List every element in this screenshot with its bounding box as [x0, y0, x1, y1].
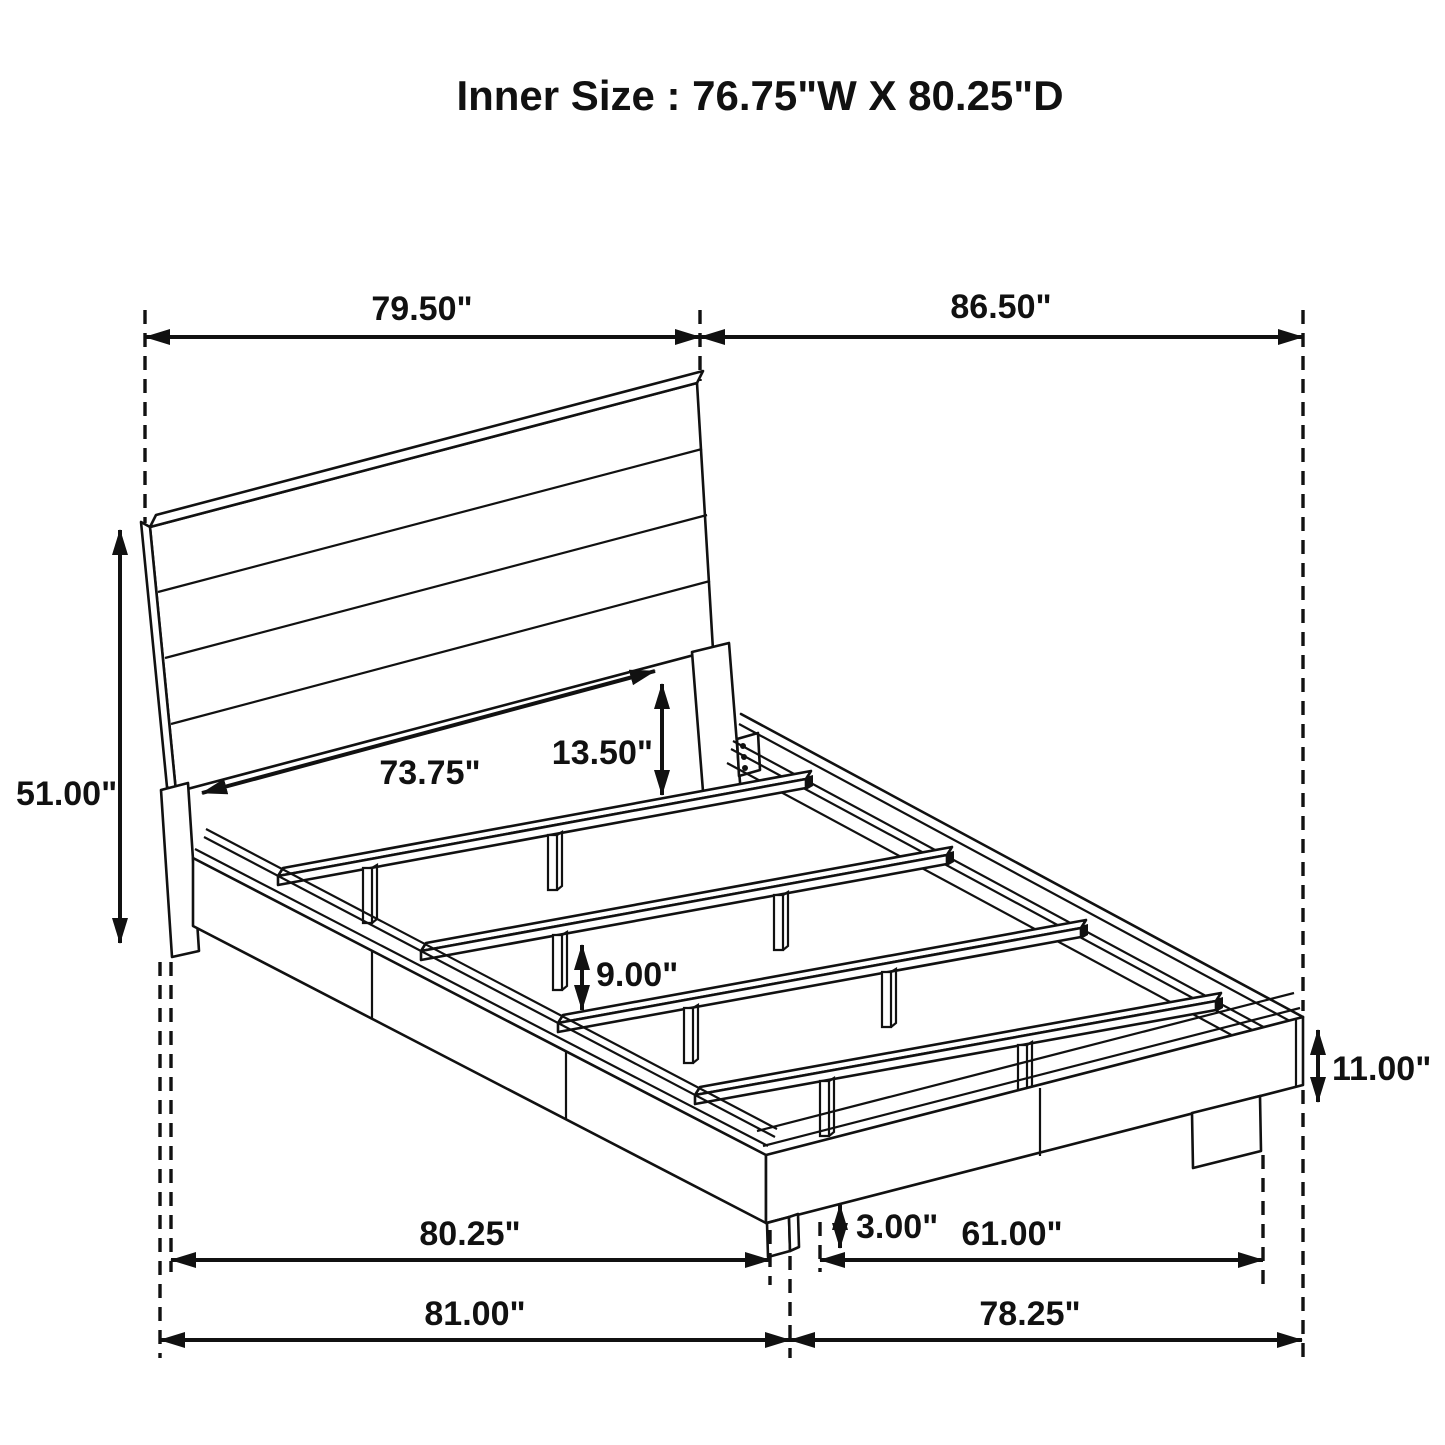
- headboard-height-label: 51.00": [16, 775, 118, 813]
- leg-spacing-label: 61.00": [961, 1215, 1063, 1253]
- slat-leg-height-label: 9.00": [596, 956, 679, 994]
- overall-width-label: 81.00": [424, 1295, 526, 1333]
- rail-height-label: 11.00": [1332, 1050, 1432, 1088]
- left-rail-cleat: [204, 837, 775, 1137]
- headboard-panel-width-label: 73.75": [379, 754, 481, 792]
- headboard-gap-height-label: 13.50": [551, 734, 653, 772]
- overall-length-label: 86.50": [950, 288, 1052, 326]
- floor-clearance-label: 3.00": [856, 1208, 939, 1246]
- headboard-right-post: [692, 643, 741, 804]
- headboard-width-label: 79.50": [371, 290, 473, 328]
- frame-depth-label: 78.25": [979, 1295, 1081, 1333]
- diagram-title: Inner Size : 76.75"W X 80.25"D: [456, 72, 1064, 119]
- inner-depth-label: 80.25": [419, 1215, 521, 1253]
